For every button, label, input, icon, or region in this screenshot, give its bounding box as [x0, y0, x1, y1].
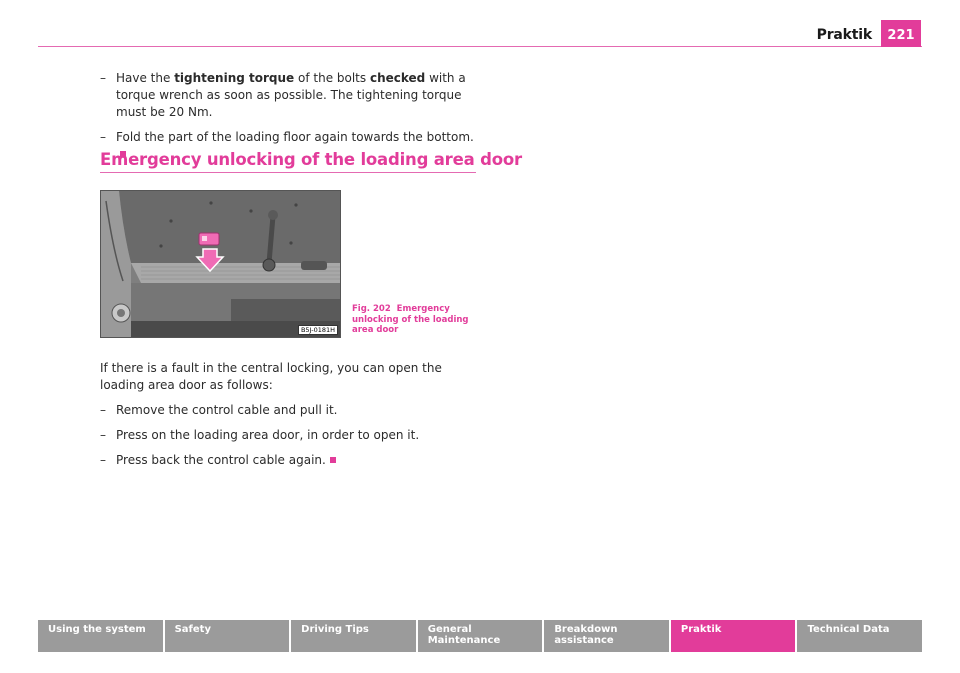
- figure-caption-text: Emergency unlocking of the loading area door: [352, 304, 469, 335]
- footer-tab-driving-tips[interactable]: Driving Tips: [291, 620, 418, 652]
- heading-rule: [100, 172, 476, 173]
- end-of-section-marker: [330, 457, 336, 463]
- step-item: – Press on the loading area door, in order to open it.: [100, 428, 420, 442]
- step-dash: –: [100, 71, 106, 85]
- footer-tab-using-the-system[interactable]: Using the system: [38, 620, 165, 652]
- figure-caption-number: Fig. 202: [352, 304, 391, 314]
- body-text: [100, 360, 480, 469]
- step-dash: –: [100, 453, 106, 467]
- step-dash: –: [100, 130, 106, 144]
- bold-term: checked: [369, 71, 426, 85]
- header-section-title: Praktik: [816, 27, 872, 43]
- page-number: 221: [881, 20, 921, 47]
- figure-code: B5J-0181H: [298, 325, 338, 335]
- figure-caption: [352, 304, 472, 336]
- footer-tab-general-maintenance[interactable]: General Maintenance: [418, 620, 545, 652]
- footer-tab-praktik[interactable]: Praktik: [671, 620, 798, 652]
- step-item: – Remove the control cable and pull it.: [100, 403, 338, 417]
- figure-image: [100, 190, 341, 338]
- header-rule: [38, 46, 922, 47]
- body-intro: If there is a fault in the central locking, you can open the loading area door as follows:: [100, 361, 442, 392]
- step-dash: –: [100, 428, 106, 442]
- step-item: – Have the tightening torque of the bolts checked with a torque wrench as soon as possible. The tightening torque must be 20 Nm.: [100, 71, 466, 119]
- step-item: – Fold the part of the loading floor again towards the bottom.: [100, 129, 480, 163]
- step-item: – Press back the control cable again.: [100, 452, 480, 469]
- footer-tab-technical-data[interactable]: Technical Data: [797, 620, 922, 652]
- footer-nav: [38, 620, 922, 652]
- footer-tab-safety[interactable]: Safety: [165, 620, 292, 652]
- footer-tab-breakdown-assistance[interactable]: Breakdown assistance: [544, 620, 671, 652]
- step-dash: –: [100, 403, 106, 417]
- bold-term: tightening torque: [174, 71, 295, 85]
- section-heading: Emergency unlocking of the loading area door: [100, 150, 522, 169]
